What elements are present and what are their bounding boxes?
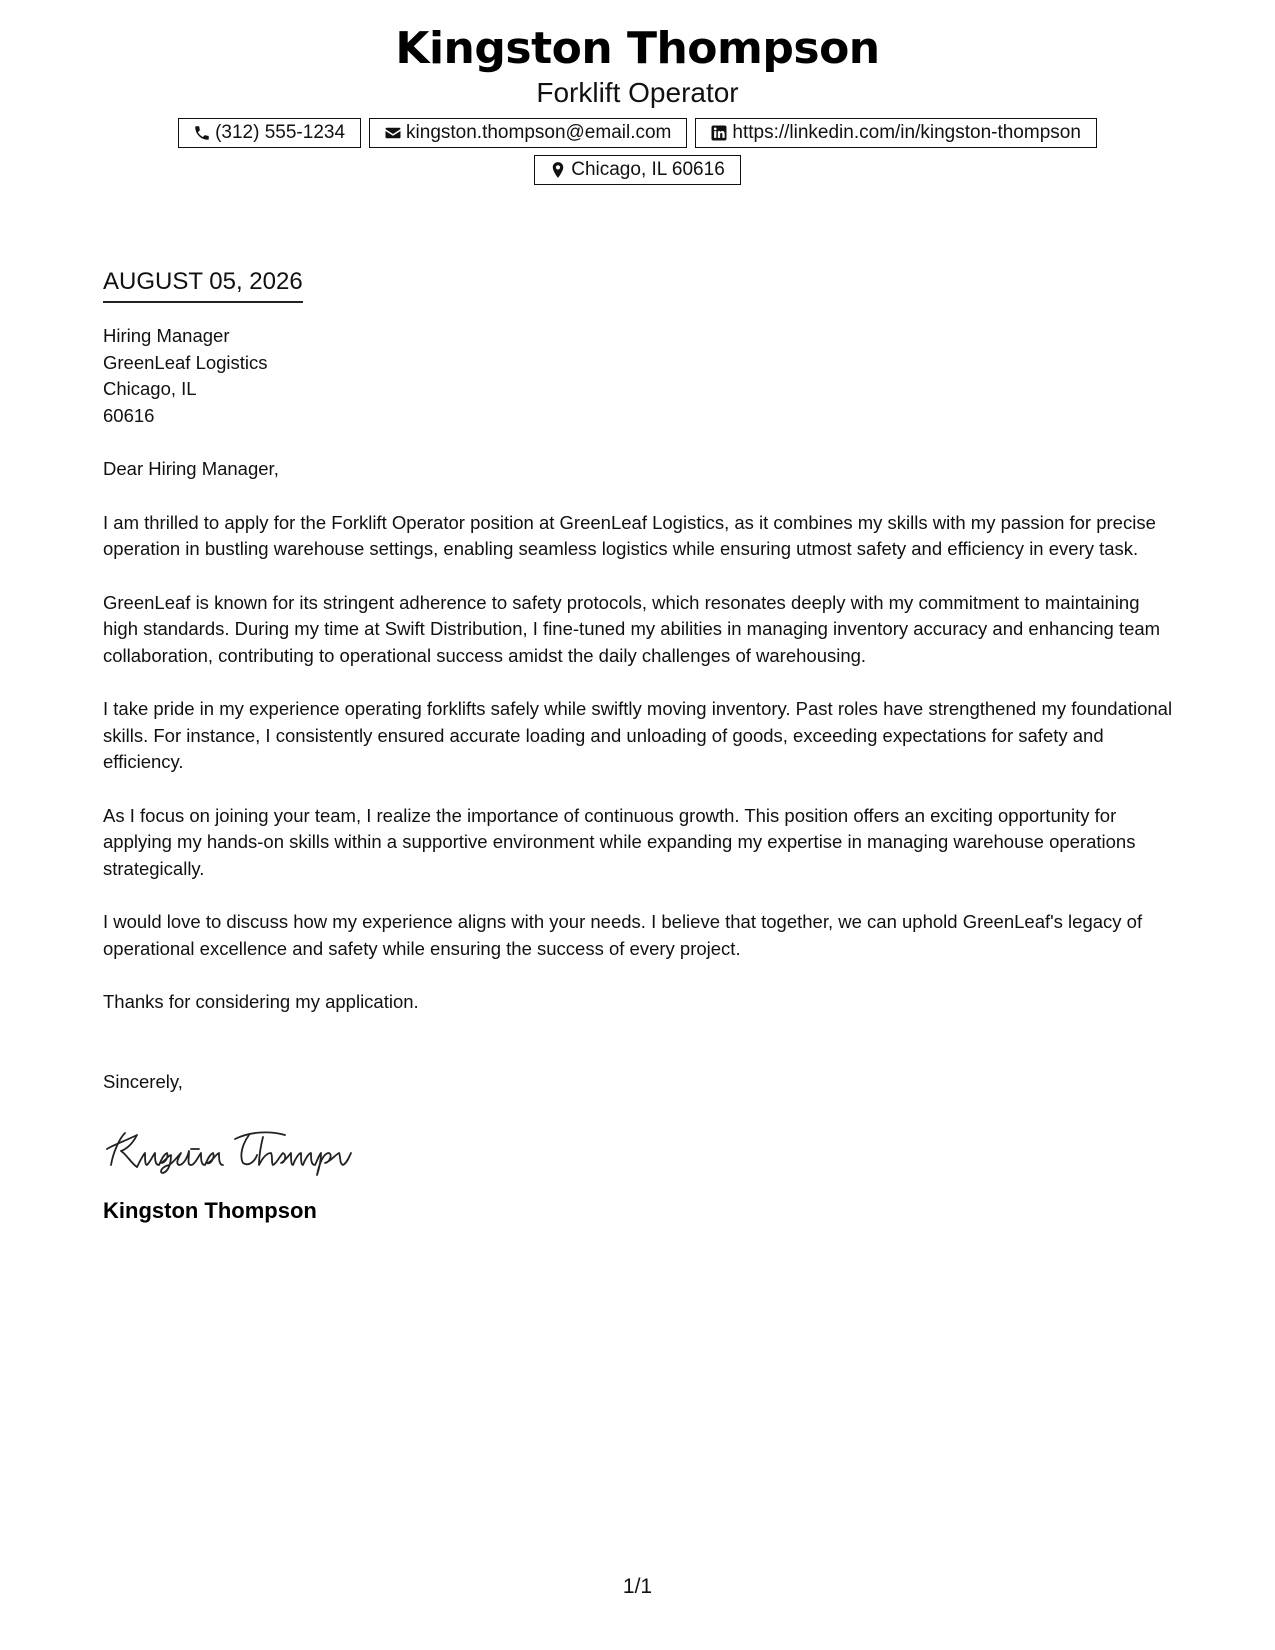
recipient-line: 60616 [103, 404, 155, 426]
body-paragraph: I would love to discuss how my experience aligns with your needs. I believe that together, we can uphold GreenLeaf's legacy of operational excellence and safety while ensuring the success of every project. [103, 911, 1143, 959]
body-paragraph: GreenLeaf is known for its stringent adherence to safety protocols, which resonates deeply with my commitment to maintaining high standards. During my time at Swift Distribution, I fine-tuned my abilities in managing inventory accuracy and enhancing team collaboration, contributing to operational success amidst the daily challenges of warehousing. [103, 591, 1161, 666]
recipient-address [103, 323, 1173, 429]
recipient-line: Chicago, IL [103, 378, 197, 399]
letter-body [103, 266, 1173, 1225]
linkedin-icon [710, 124, 728, 142]
linkedin-text: https://linkedin.com/in/kingston-thompson [732, 122, 1081, 143]
envelope-icon [384, 124, 402, 142]
contact-list [0, 118, 1275, 185]
applicant-name: Kingston Thompson [395, 23, 880, 74]
location-text: Chicago, IL 60616 [571, 159, 725, 180]
body-paragraph: I am thrilled to apply for the Forklift Operator position at GreenLeaf Logistics, as it combines my skills with my passion for precise operation in bustling warehouse settings, enabling seamless logistics while ensuring utmost safety and efficiency in every task. [103, 511, 1156, 559]
body-paragraph: Thanks for considering my application. [103, 991, 419, 1012]
sign-off: Sincerely, [103, 1070, 183, 1092]
email-text: kingston.thompson@email.com [406, 122, 672, 143]
location-chip[interactable] [534, 155, 741, 185]
phone-chip[interactable] [178, 118, 361, 148]
map-marker-icon [549, 161, 567, 179]
letter-date: AUGUST 05, 2026 [103, 266, 303, 303]
email-chip[interactable] [369, 118, 687, 148]
handwritten-signature [103, 1125, 363, 1177]
phone-icon [193, 124, 211, 142]
recipient-line: GreenLeaf Logistics [103, 351, 268, 373]
body-paragraph: I take pride in my experience operating forklifts safely while swiftly moving inventory. Past roles have strengthened my foundational skills. For instance, I consistently ensured accurate loading and unloading of goods, exceeding expectations for safety and efficiency. [103, 698, 1173, 772]
linkedin-chip[interactable] [695, 118, 1097, 148]
salutation: Dear Hiring Manager, [103, 458, 279, 479]
letter-header [0, 22, 1275, 185]
page-number: 1/1 [622, 1575, 653, 1598]
phone-text: (312) 555-1234 [215, 122, 346, 143]
body-paragraph: As I focus on joining your team, I realize the importance of continuous growth. This position offers an exciting opportunity for applying my hands-on skills within a supportive environment while expanding my expertise in managing warehouse operations strategically. [103, 804, 1136, 879]
job-title: Forklift Operator [536, 77, 739, 108]
recipient-line: Hiring Manager [103, 325, 230, 346]
signer-name: Kingston Thompson [103, 1198, 317, 1223]
